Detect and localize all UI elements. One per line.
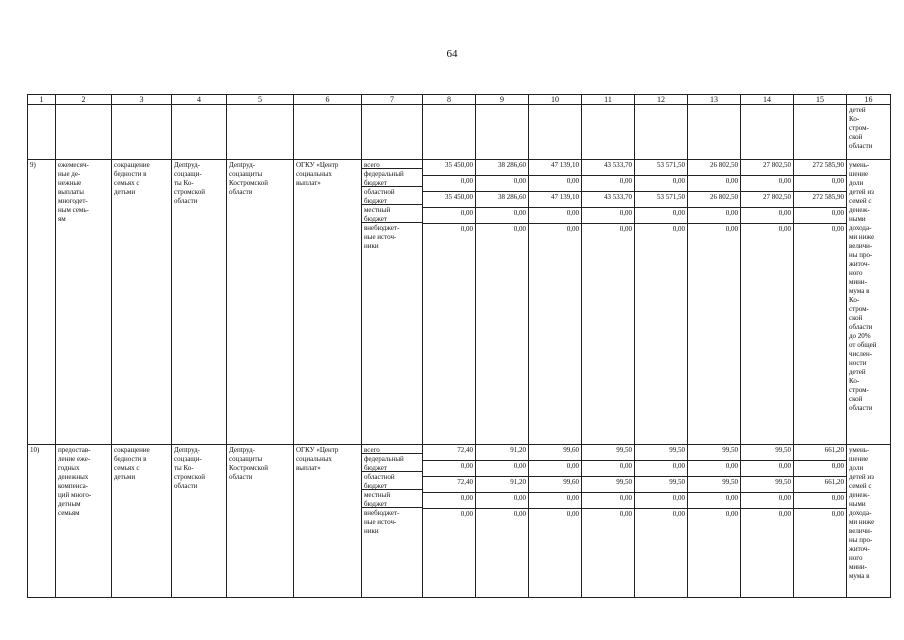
- value-cell: 99,60: [529, 445, 581, 461]
- value-cell: 0,00: [582, 493, 634, 509]
- program-row: [28, 445, 891, 598]
- value-cell: 0,00: [794, 208, 846, 224]
- year-values-col: [741, 160, 794, 445]
- empty-cell: [582, 105, 635, 160]
- value-cell: 0,00: [513, 225, 526, 233]
- executor-org: ОГКУ «Центр социальных выплат»: [294, 160, 362, 445]
- value-cell: 43 533,70: [582, 192, 634, 208]
- value-cell: 26 802,50: [688, 192, 740, 208]
- year-values-col: [423, 160, 476, 445]
- value-cell: 53 571,50: [635, 160, 687, 176]
- value-cell: 0,00: [635, 493, 687, 509]
- funding-sources: [362, 445, 423, 598]
- funding-source-label: федеральный бюджет: [362, 169, 422, 187]
- empty-cell: [423, 105, 476, 160]
- value-cell: 99,50: [582, 445, 634, 461]
- value-cell: 27 802,50: [741, 160, 793, 176]
- value-cell: 0,00: [423, 461, 475, 477]
- funding-source-label: внебюджет- ные источ- ники: [364, 509, 400, 535]
- header-col-4: 4: [172, 95, 227, 105]
- value-cell: 91,20: [476, 445, 528, 461]
- value-cell: 272 585,90: [794, 192, 846, 208]
- header-col-2: 2: [56, 95, 112, 105]
- funding-source-label: федеральный бюджет: [362, 454, 422, 472]
- empty-cell: [227, 105, 294, 160]
- value-cell: 0,00: [831, 225, 844, 233]
- value-cell: 35 450,00: [423, 192, 475, 208]
- header-col-12: 12: [635, 95, 688, 105]
- row-number: 10): [28, 445, 56, 598]
- value-cell: 0,00: [725, 510, 738, 518]
- value-cell: 661,20: [794, 477, 846, 493]
- value-cell: 272 585,90: [794, 160, 846, 176]
- value-cell: 0,00: [476, 461, 528, 477]
- value-cell: 0,00: [741, 461, 793, 477]
- measure-name: ежемесяч- ные де- нежные выплаты многодет- ным семь- ям: [56, 160, 112, 445]
- funding-source-label: местный бюджет: [362, 205, 422, 223]
- year-values-col: [688, 445, 741, 598]
- empty-cell: [56, 105, 112, 160]
- value-cell: 99,50: [688, 477, 740, 493]
- value-cell: 99,50: [741, 445, 793, 461]
- empty-cell: [794, 105, 847, 160]
- year-values-col: [476, 160, 529, 445]
- funding-source-label: внебюджет- ные источ- ники: [364, 224, 400, 250]
- value-cell: 0,00: [688, 176, 740, 192]
- responsible-org: Депtруд- соцзащи- ты Ко- стромской области: [172, 160, 227, 445]
- year-values-col: [423, 445, 476, 598]
- empty-cell: [529, 105, 582, 160]
- funding-source-label: областной бюджет: [362, 187, 422, 205]
- value-cell: 0,00: [476, 493, 528, 509]
- value-cell: 0,00: [635, 176, 687, 192]
- value-cell: 26 802,50: [688, 160, 740, 176]
- value-cell: 0,00: [529, 176, 581, 192]
- value-cell: 38 286,60: [476, 192, 528, 208]
- value-cell: 0,00: [794, 493, 846, 509]
- empty-cell: [476, 105, 529, 160]
- value-cell: 91,20: [476, 477, 528, 493]
- value-cell: 53 571,50: [635, 192, 687, 208]
- value-cell: 0,00: [566, 225, 579, 233]
- value-cell: 0,00: [423, 208, 475, 224]
- header-row: [28, 95, 891, 105]
- year-values-col: [794, 160, 847, 445]
- year-values-col: [635, 445, 688, 598]
- header-col-13: 13: [688, 95, 741, 105]
- value-cell: 0,00: [582, 208, 634, 224]
- value-cell: 0,00: [741, 493, 793, 509]
- header-col-8: 8: [423, 95, 476, 105]
- funding-sources: [362, 160, 423, 445]
- empty-cell: [741, 105, 794, 160]
- value-cell: 35 450,00: [423, 160, 475, 176]
- value-cell: 0,00: [582, 176, 634, 192]
- year-values-col: [688, 160, 741, 445]
- value-cell: 0,00: [619, 510, 632, 518]
- value-cell: 0,00: [529, 208, 581, 224]
- year-values-col: [476, 445, 529, 598]
- continuation-row: [28, 105, 891, 160]
- value-cell: 0,00: [688, 493, 740, 509]
- value-cell: 99,50: [741, 477, 793, 493]
- value-cell: 99,50: [582, 477, 634, 493]
- value-cell: 0,00: [688, 461, 740, 477]
- value-cell: 43 533,70: [582, 160, 634, 176]
- funding-source-label: всего: [362, 445, 422, 454]
- value-cell: 0,00: [476, 176, 528, 192]
- value-cell: 0,00: [460, 510, 473, 518]
- value-cell: 72,40: [423, 477, 475, 493]
- funding-source-label: областной бюджет: [362, 472, 422, 490]
- program-table: [27, 94, 891, 598]
- value-cell: 661,20: [794, 445, 846, 461]
- value-cell: 27 802,50: [741, 192, 793, 208]
- indicator-continuation: детей Ко- стром- ской области: [847, 105, 891, 160]
- value-cell: 0,00: [725, 225, 738, 233]
- value-cell: 0,00: [672, 225, 685, 233]
- value-cell: 0,00: [460, 225, 473, 233]
- empty-cell: [112, 105, 172, 160]
- empty-cell: [28, 105, 56, 160]
- value-cell: 0,00: [476, 208, 528, 224]
- header-col-1: 1: [28, 95, 56, 105]
- coexecutor-org: Депtруд- соцзащиты Костромской области: [227, 160, 294, 445]
- year-values-col: [741, 445, 794, 598]
- header-col-7: 7: [362, 95, 423, 105]
- value-cell: 0,00: [672, 510, 685, 518]
- value-cell: 0,00: [794, 461, 846, 477]
- empty-cell: [362, 105, 423, 160]
- measure-goal: сокращение бедности в семьях с детьми: [112, 160, 172, 445]
- value-cell: 47 139,10: [529, 192, 581, 208]
- funding-source-label: местный бюджет: [362, 490, 422, 508]
- value-cell: 99,50: [635, 477, 687, 493]
- value-cell: 47 139,10: [529, 160, 581, 176]
- target-indicator: умень- шение доли детей из семей с денеж- ными дохода- ми ниже величи- ны про- житоч- ного мини- мума в: [847, 445, 891, 598]
- value-cell: 0,00: [741, 176, 793, 192]
- year-values-col: [582, 160, 635, 445]
- header-col-9: 9: [476, 95, 529, 105]
- value-cell: 0,00: [529, 461, 581, 477]
- responsible-org: Депtруд- соцзащи- ты Ко- стромской области: [172, 445, 227, 598]
- page-number: 64: [446, 48, 458, 60]
- value-cell: 99,60: [529, 477, 581, 493]
- empty-cell: [294, 105, 362, 160]
- year-values-col: [794, 445, 847, 598]
- value-cell: 38 286,60: [476, 160, 528, 176]
- value-cell: 72,40: [423, 445, 475, 461]
- empty-cell: [688, 105, 741, 160]
- funding-source-label: всего: [362, 160, 422, 169]
- header-col-16: 16: [847, 95, 891, 105]
- header-col-15: 15: [794, 95, 847, 105]
- measure-goal: сокращение бедности в семьях с детьми: [112, 445, 172, 598]
- header-col-3: 3: [112, 95, 172, 105]
- value-cell: 99,50: [635, 445, 687, 461]
- value-cell: 0,00: [778, 510, 791, 518]
- value-cell: 0,00: [831, 510, 844, 518]
- value-cell: 0,00: [582, 461, 634, 477]
- header-col-14: 14: [741, 95, 794, 105]
- empty-cell: [635, 105, 688, 160]
- value-cell: 0,00: [423, 176, 475, 192]
- value-cell: 0,00: [741, 208, 793, 224]
- measure-name: предостав- ление еже- годных денежных компенса- ций много- детным семьям: [56, 445, 112, 598]
- header-col-11: 11: [582, 95, 635, 105]
- empty-cell: [172, 105, 227, 160]
- row-number: 9): [28, 160, 56, 445]
- value-cell: 0,00: [778, 225, 791, 233]
- header-col-5: 5: [227, 95, 294, 105]
- coexecutor-org: Депtруд- соцзащиты Костромской области: [227, 445, 294, 598]
- value-cell: 0,00: [566, 510, 579, 518]
- program-row: [28, 160, 891, 445]
- value-cell: 0,00: [688, 208, 740, 224]
- year-values-col: [582, 445, 635, 598]
- year-values-col: [529, 160, 582, 445]
- target-indicator: умень- шение доли детей из семей с денеж- ными дохода- ми ниже величи- ны про- житоч- ного мини- мума в Ко- стром- ской области до 20% от общей числен- ности детей Ко- стром- ской области: [847, 160, 891, 445]
- value-cell: 0,00: [794, 176, 846, 192]
- value-cell: 0,00: [635, 461, 687, 477]
- value-cell: 0,00: [635, 208, 687, 224]
- year-values-col: [635, 160, 688, 445]
- value-cell: 0,00: [529, 493, 581, 509]
- value-cell: 0,00: [619, 225, 632, 233]
- value-cell: 0,00: [513, 510, 526, 518]
- header-col-10: 10: [529, 95, 582, 105]
- value-cell: 99,50: [688, 445, 740, 461]
- year-values-col: [529, 445, 582, 598]
- executor-org: ОГКУ «Центр социальных выплат»: [294, 445, 362, 598]
- header-col-6: 6: [294, 95, 362, 105]
- value-cell: 0,00: [423, 493, 475, 509]
